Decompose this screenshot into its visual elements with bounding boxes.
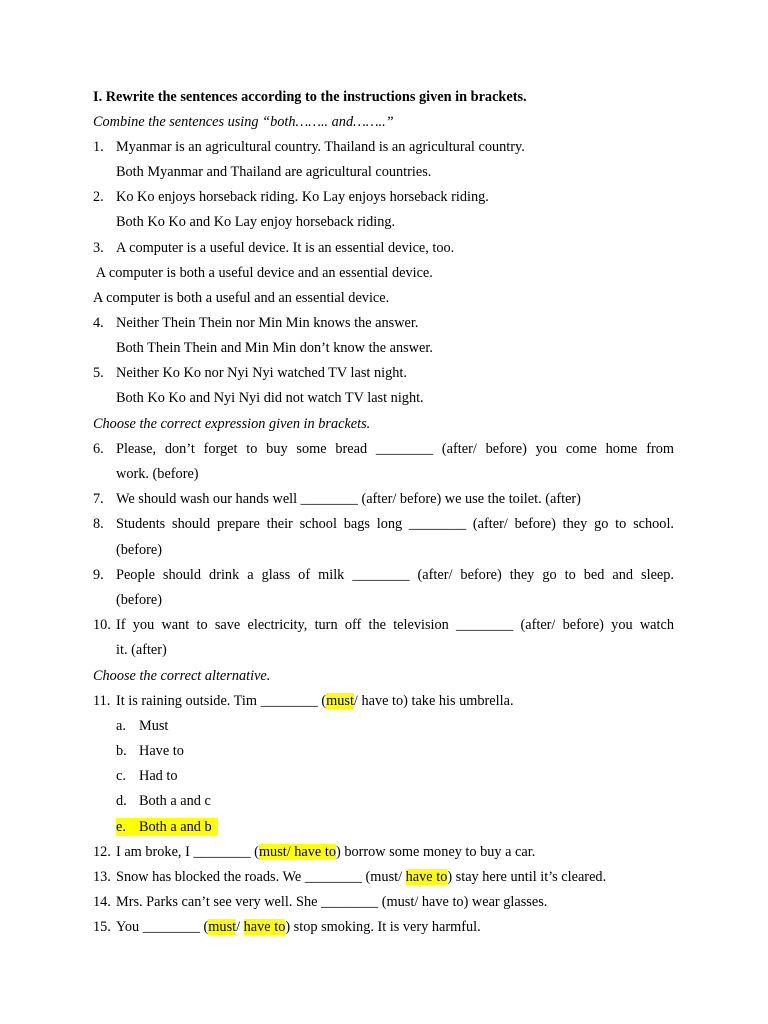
item-answer: Both Thein Thein and Min Min don’t know the answer. xyxy=(116,340,433,356)
item-number: 11. xyxy=(93,693,111,709)
item-answer-alt: A computer is both a useful and an essential device. xyxy=(93,290,390,306)
exercise-heading: I. Rewrite the sentences according to the instructions given in brackets. xyxy=(93,89,527,105)
item-number: 13. xyxy=(93,869,111,885)
highlighted-answer: must/ have to xyxy=(258,844,336,860)
item-number: 9. xyxy=(93,567,104,583)
question-text: / have to) take his umbrella. xyxy=(353,693,514,709)
item-number: 3. xyxy=(93,240,104,256)
item-question: We should wash our hands well ________ (after/ before) we use the toilet. (after) xyxy=(116,491,581,507)
highlighted-answer: have to xyxy=(243,919,286,935)
item-question: People should drink a glass of milk ________ (after/ before) they go to bed and sleep. xyxy=(116,567,674,583)
item-question: Neither Ko Ko nor Nyi Nyi watched TV last night. xyxy=(116,365,407,381)
question-text: It is raining outside. Tim ________ ( xyxy=(116,693,327,709)
item-number: 14. xyxy=(93,894,111,910)
highlighted-answer: have to xyxy=(405,869,448,885)
question-text: You ________ ( xyxy=(116,919,209,935)
item-question-cont: (before) xyxy=(116,542,163,558)
item-question: Mrs. Parks can’t see very well. She ________ (must/ have to) wear glasses. xyxy=(116,894,548,910)
item-number: 15. xyxy=(93,919,111,935)
item-number: 10. xyxy=(93,617,111,633)
item-question: Ko Ko enjoys horseback riding. Ko Lay enjoys horseback riding. xyxy=(116,189,489,205)
question-text: ) stay here until it’s cleared. xyxy=(447,869,607,885)
highlighted-option xyxy=(116,818,218,836)
item-question: If you want to save electricity, turn off the television ________ (after/ before) you watch xyxy=(116,617,674,633)
item-answer: Both Myanmar and Thailand are agricultural countries. xyxy=(116,164,432,180)
item-number: 12. xyxy=(93,844,111,860)
option-text: Had to xyxy=(139,768,178,784)
question-text: I am broke, I ________ ( xyxy=(116,844,259,860)
item-number: 1. xyxy=(93,139,104,155)
question-text: Snow has blocked the roads. We ________ (must/ xyxy=(116,869,406,885)
item-question: A computer is a useful device. It is an essential device, too. xyxy=(116,240,455,256)
option-letter: b. xyxy=(116,743,127,759)
item-question: Myanmar is an agricultural country. Thailand is an agricultural country. xyxy=(116,139,525,155)
item-question-cont: it. (after) xyxy=(116,642,167,658)
item-question: Neither Thein Thein nor Min Min knows the answer. xyxy=(116,315,419,331)
item-question: Students should prepare their school bags long ________ (after/ before) they go to school. xyxy=(116,516,674,532)
option-text: Have to xyxy=(139,743,184,759)
section-instruction-combine: Combine the sentences using “both…….. and……..” xyxy=(93,114,394,130)
option-letter: a. xyxy=(116,718,126,734)
item-question: Please, don’t forget to buy some bread ________ (after/ before) you come home from xyxy=(116,441,674,457)
item-answer: Both Ko Ko and Nyi Nyi did not watch TV last night. xyxy=(116,390,424,406)
item-number: 6. xyxy=(93,441,104,457)
item-question-cont: work. (before) xyxy=(116,466,199,482)
item-number: 2. xyxy=(93,189,104,205)
option-letter: c. xyxy=(116,768,126,784)
section-instruction-expression: Choose the correct expression given in brackets. xyxy=(93,416,371,432)
item-number: 8. xyxy=(93,516,104,532)
question-text: ) borrow some money to buy a car. xyxy=(335,844,536,860)
option-letter: d. xyxy=(116,793,127,809)
question-text: ) stop smoking. It is very harmful. xyxy=(285,919,481,935)
highlighted-answer: must xyxy=(326,693,354,709)
section-instruction-alternative: Choose the correct alternative. xyxy=(93,668,271,684)
option-text: Both a and b xyxy=(139,819,212,835)
item-question xyxy=(116,868,606,886)
item-number: 7. xyxy=(93,491,104,507)
item-answer: Both Ko Ko and Ko Lay enjoy horseback riding. xyxy=(116,214,396,230)
item-number: 5. xyxy=(93,365,104,381)
item-question xyxy=(116,843,535,861)
item-question xyxy=(116,692,514,710)
item-answer: A computer is both a useful device and an essential device. xyxy=(93,265,433,281)
option-letter: e. xyxy=(116,819,126,835)
item-question xyxy=(116,918,481,936)
highlighted-answer: must xyxy=(208,919,237,935)
option-text: Both a and c xyxy=(139,793,211,809)
option-text: Must xyxy=(139,718,169,734)
question-text: / xyxy=(236,919,244,935)
item-number: 4. xyxy=(93,315,104,331)
item-question-cont: (before) xyxy=(116,592,163,608)
